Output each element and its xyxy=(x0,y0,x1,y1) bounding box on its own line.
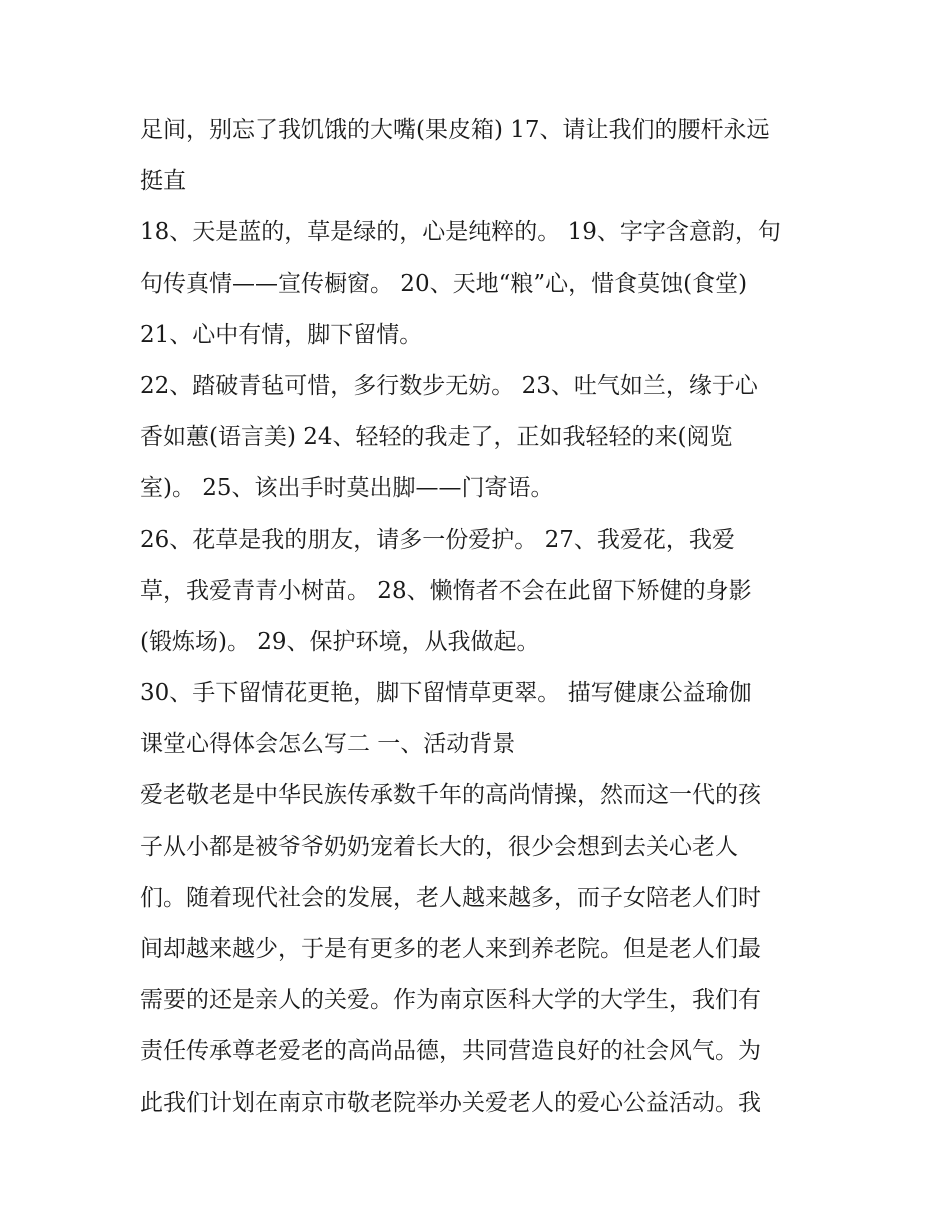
text-line: 26、花草是我的朋友，请多一份爱护。 27、我爱花，我爱 xyxy=(140,526,735,553)
text-line: 责任传承尊老爱老的高尚品德，共同营造良好的社会风气。为 xyxy=(140,1038,761,1065)
text-line: 们。随着现代社会的发展，老人越来越多，而子女陪老人们时 xyxy=(140,884,761,911)
text-line: 间却越来越少，于是有更多的老人来到养老院。但是老人们最 xyxy=(140,936,761,962)
text-line: 子从小都是被爷爷奶奶宠着长大的，很少会想到去关心老人 xyxy=(140,833,738,860)
body-text xyxy=(140,105,820,1129)
text-line: 需要的还是亲人的关爱。作为南京医科大学的大学生，我们有 xyxy=(140,987,761,1014)
text-line: 22、踏破青毡可惜，多行数步无妨。 23、吐气如兰，缘于心 xyxy=(140,372,758,399)
text-line: 此我们计划在南京市敬老院举办关爱老人的爱心公益活动。我 xyxy=(140,1089,761,1116)
text-line: 室)。 25、该出手时莫出脚——门寄语。 xyxy=(140,475,554,502)
text-line: 草，我爱青青小树苗。 28、懒惰者不会在此留下矫健的身影 xyxy=(140,577,752,604)
text-line: 句传真情——宣传橱窗。 20、天地“粮”心，惜食莫蚀(食堂) xyxy=(140,270,748,297)
text-line: 30、手下留情花更艳，脚下留情草更翠。 描写健康公益瑜伽 xyxy=(140,680,752,707)
text-line: 足间，别忘了我饥饿的大嘴(果皮箱) 17、请让我们的腰杆永远 xyxy=(140,117,770,143)
text-line: 香如蕙(语言美) 24、轻轻的我走了，正如我轻轻的来(阅览 xyxy=(140,424,733,451)
text-line: 课堂心得体会怎么写二 一、活动背景 xyxy=(140,731,516,758)
text-line: 18、天是蓝的，草是绿的，心是纯粹的。 19、字字含意韵，句 xyxy=(140,219,781,246)
text-line: 爱老敬老是中华民族传承数千年的高尚情操，然而这一代的孩 xyxy=(140,782,761,809)
text-line: (锻炼场)。 29、保护环境，从我做起。 xyxy=(140,628,540,655)
text-line: 挺直 xyxy=(140,168,186,195)
text-line: 21、心中有情，脚下留情。 xyxy=(140,321,423,348)
